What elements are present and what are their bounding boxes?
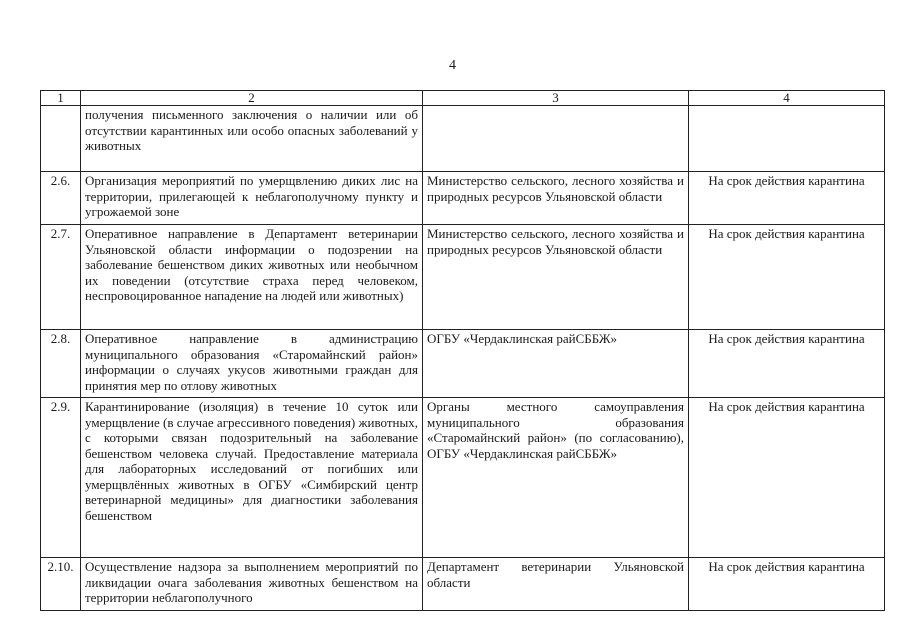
row-term: На срок действия карантина — [689, 172, 885, 225]
row-action: Карантинирование (изоляция) в течение 10 суток или умерщвление (в случае агрессивного поведения) животных, с которыми связан подозрительный на заболевание бешенством человека случай. Предоставление материала для лабораторных исследований от погибших или умерщвлённых животных в ОГБУ «Симбирский центр ветеринарной медицины» для диагностики заболевания бешенством — [81, 398, 423, 558]
header-col-1: 1 — [41, 91, 81, 106]
table-row — [41, 106, 885, 172]
row-number — [41, 106, 81, 172]
row-action: Осуществление надзора за выполнением мероприятий по ликвидации очага заболевания животных бешенством на территории неблагополучного — [81, 558, 423, 611]
page-number: 4 — [449, 58, 456, 73]
row-term: На срок действия карантина — [689, 330, 885, 398]
row-number: 2.9. — [41, 398, 81, 558]
table-row — [41, 225, 885, 330]
row-action: Организация мероприятий по умерщвлению диких лис на территории, прилегающей к неблагополучному пункту и угрожаемой зоне — [81, 172, 423, 225]
table-row — [41, 330, 885, 398]
row-responsible: Органы местного самоуправления муниципального образования «Старомайнский район» (по согласованию), ОГБУ «Чердаклинская райСББЖ» — [423, 398, 689, 558]
row-action: Оперативное направление в администрацию муниципального образования «Старомайнский район» информации о случаях укусов животными граждан для принятия мер по отлову животных — [81, 330, 423, 398]
table-row — [41, 558, 885, 611]
row-term: На срок действия карантина — [689, 558, 885, 611]
row-number: 2.8. — [41, 330, 81, 398]
row-number: 2.6. — [41, 172, 81, 225]
table-row — [41, 398, 885, 558]
row-responsible: Министерство сельского, лесного хозяйства и природных ресурсов Ульяновской области — [423, 172, 689, 225]
row-action: Оперативное направление в Департамент ветеринарии Ульяновской области информации о подозрении на заболевание бешенством диких животных или необычном их поведении (отсутствие страха перед человеком, неспровоцированное нападение на людей или животных) — [81, 225, 423, 330]
header-col-3: 3 — [423, 91, 689, 106]
row-responsible: ОГБУ «Чердаклинская райСББЖ» — [423, 330, 689, 398]
row-term — [689, 106, 885, 172]
row-term: На срок действия карантина — [689, 398, 885, 558]
header-row — [41, 91, 885, 106]
row-responsible — [423, 106, 689, 172]
row-number: 2.7. — [41, 225, 81, 330]
row-number: 2.10. — [41, 558, 81, 611]
row-action: получения письменного заключения о наличии или об отсутствии карантинных или особо опасных заболеваний у животных — [81, 106, 423, 172]
table-row — [41, 172, 885, 225]
row-responsible: Департамент ветеринарии Ульяновской области — [423, 558, 689, 611]
header-col-2: 2 — [81, 91, 423, 106]
row-responsible: Министерство сельского, лесного хозяйства и природных ресурсов Ульяновской области — [423, 225, 689, 330]
measures-table — [40, 90, 885, 611]
row-term: На срок действия карантина — [689, 225, 885, 330]
header-col-4: 4 — [689, 91, 885, 106]
